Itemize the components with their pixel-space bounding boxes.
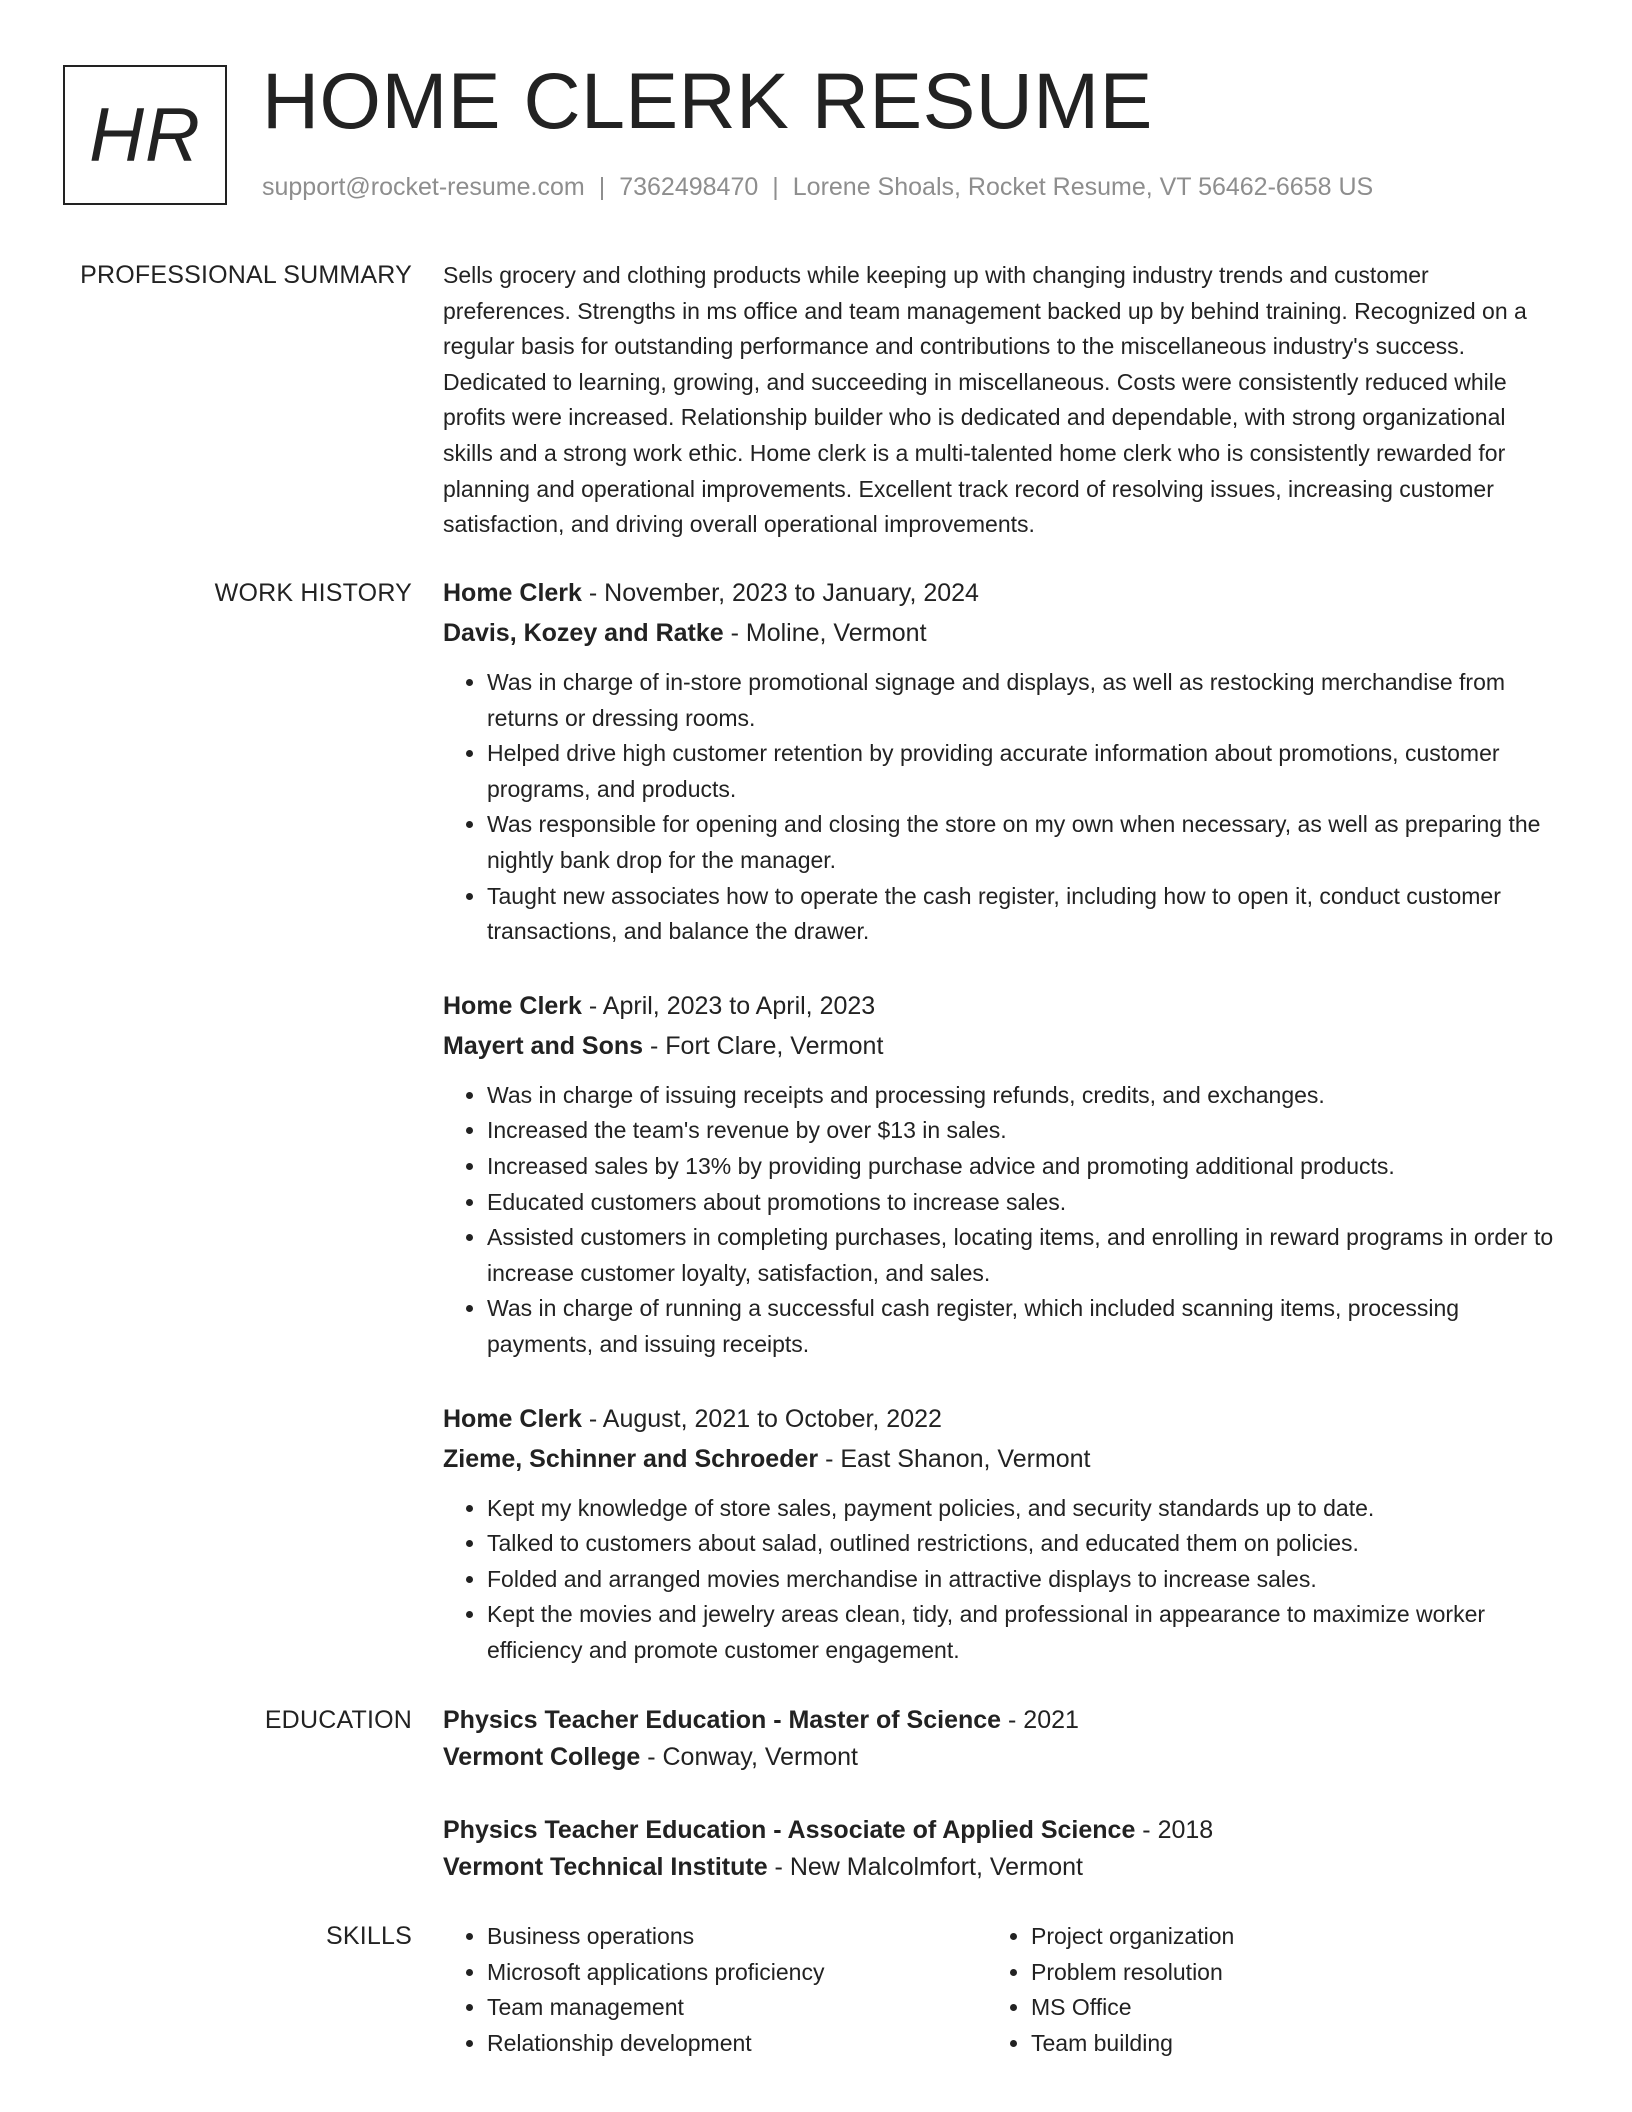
- skills-grid: [443, 1919, 1558, 2061]
- job-title: Home Clerk: [443, 991, 582, 1020]
- contact-phone: 7362498470: [619, 173, 759, 201]
- job-location: - Fort Clare, Vermont: [643, 1031, 884, 1060]
- skill-item: • Team building: [1031, 2026, 1531, 2062]
- section-label-summary: PROFESSIONAL SUMMARY: [80, 261, 412, 289]
- education-entry: [443, 1812, 1558, 1886]
- job-title-line: [443, 573, 1558, 613]
- degree-line: [443, 1702, 1558, 1739]
- skill-item: • Team management: [487, 1990, 987, 2026]
- job-company-line: [443, 613, 1558, 653]
- job-bullet: • Was in charge of in-store promotional signage and displays, as well as restocking merchandise from returns or dressing rooms.: [487, 665, 1558, 736]
- job-bullet: • Assisted customers in completing purchases, locating items, and enrolling in reward programs in order to increase customer loyalty, satisfaction, and sales.: [487, 1220, 1558, 1291]
- degree: Physics Teacher Education - Associate of Applied Science: [443, 1816, 1136, 1844]
- contact-email: support@rocket-resume.com: [262, 173, 585, 201]
- school-line: [443, 1739, 1558, 1776]
- school-location: - New Malcolmfort, Vermont: [767, 1853, 1083, 1881]
- skill-item: • MS Office: [1031, 1990, 1531, 2026]
- job-bullet: • Helped drive high customer retention by providing accurate information about promotions, customer programs, and products.: [487, 736, 1558, 807]
- job-dates: - August, 2021 to October, 2022: [581, 1404, 942, 1433]
- job-bullet: • Was responsible for opening and closing the store on my own when necessary, as well as preparing the nightly bank drop for the manager.: [487, 807, 1558, 878]
- skills-column-right: [987, 1919, 1531, 2061]
- education-list: [443, 1702, 1558, 1922]
- job-company: Davis, Kozey and Ratke: [443, 619, 724, 647]
- job-title: Home Clerk: [443, 1404, 582, 1433]
- job-bullet: • Was in charge of running a successful cash register, which included scanning items, processing payments, and issuing receipts.: [487, 1291, 1558, 1362]
- skills-column-left: [443, 1919, 987, 2061]
- skills-body: [443, 1919, 1558, 2061]
- job-title: Home Clerk: [443, 579, 582, 607]
- job-location: - East Shanon, Vermont: [818, 1444, 1091, 1473]
- job-bullet: • Increased sales by 13% by providing purchase advice and promoting additional products.: [487, 1149, 1558, 1185]
- job-bullet: • Educated customers about promotions to increase sales.: [487, 1185, 1558, 1221]
- job-entry: [443, 573, 1558, 950]
- job-bullet: • Talked to customers about salad, outlined restrictions, and educated them on policies.: [487, 1526, 1558, 1562]
- section-label-skills: SKILLS: [326, 1922, 412, 1950]
- degree: Physics Teacher Education - Master of Science: [443, 1706, 1002, 1734]
- job-company-line: [443, 1026, 1558, 1066]
- job-bullet: • Taught new associates how to operate the cash register, including how to open it, conduct customer transactions, and balance the drawer.: [487, 879, 1558, 950]
- job-bullets: [443, 665, 1558, 950]
- summary-text: Sells grocery and clothing products while keeping up with changing industry trends and customer preferences. Strengths in ms office and team management backed up by behind training. Recognized on a regular basis for outstanding performance and contributions to the miscellaneous industry's success. Dedicated to learning, growing, and succeeding in miscellaneous. Costs were consistently reduced while profits were increased. Relationship builder who is dedicated and dependable, with strong organizational skills and a strong work ethic. Home clerk is a multi-talented home clerk who is consistently rewarded for planning and operational improvements. Excellent track record of resolving issues, increasing customer satisfaction, and driving overall operational improvements.: [443, 262, 1527, 538]
- degree-line: [443, 1812, 1558, 1849]
- job-company-line: [443, 1439, 1558, 1479]
- skill-item: • Business operations: [487, 1919, 987, 1955]
- contact-line: [262, 173, 1373, 202]
- job-entry: [443, 1399, 1558, 1669]
- job-title-line: [443, 1399, 1558, 1439]
- job-title-line: [443, 986, 1558, 1026]
- contact-address: Lorene Shoals, Rocket Resume, VT 56462-6658 US: [792, 173, 1374, 201]
- job-location: - Moline, Vermont: [723, 619, 927, 647]
- contact-separator: |: [772, 173, 779, 201]
- skills-list-left: [443, 1919, 987, 2061]
- job-bullet: • Increased the team's revenue by over $13 in sales.: [487, 1113, 1558, 1149]
- job-dates: - April, 2023 to April, 2023: [581, 991, 876, 1020]
- resume-title: HOME CLERK RESUME: [262, 56, 1153, 145]
- section-label-education: EDUCATION: [264, 1706, 412, 1734]
- job-bullets: [443, 1491, 1558, 1669]
- degree-year: - 2018: [1135, 1816, 1214, 1844]
- jobs-list: [443, 573, 1558, 1704]
- degree-year: - 2021: [1001, 1706, 1079, 1734]
- skill-item: • Problem resolution: [1031, 1955, 1531, 1991]
- skill-item: • Microsoft applications proficiency: [487, 1955, 987, 1991]
- job-entry: [443, 986, 1558, 1363]
- job-company: Mayert and Sons: [443, 1031, 644, 1060]
- job-bullet: • Was in charge of issuing receipts and processing refunds, credits, and exchanges.: [487, 1078, 1558, 1114]
- monogram-logo: HR: [63, 65, 227, 205]
- school-name: Vermont College: [443, 1743, 641, 1771]
- job-bullet: • Folded and arranged movies merchandise in attractive displays to increase sales.: [487, 1562, 1558, 1598]
- school-name: Vermont Technical Institute: [443, 1853, 768, 1881]
- job-company: Zieme, Schinner and Schroeder: [443, 1444, 819, 1473]
- skills-list-right: [987, 1919, 1531, 2061]
- job-bullet: • Kept the movies and jewelry areas clean, tidy, and professional in appearance to maximize worker efficiency and promote customer engagement.: [487, 1597, 1558, 1668]
- school-line: [443, 1849, 1558, 1886]
- skill-item: • Project organization: [1031, 1919, 1531, 1955]
- contact-separator: |: [598, 173, 606, 201]
- skill-item: • Relationship development: [487, 2026, 987, 2062]
- job-bullet: • Kept my knowledge of store sales, payment policies, and security standards up to date.: [487, 1491, 1558, 1527]
- school-location: - Conway, Vermont: [640, 1743, 858, 1771]
- job-bullets: [443, 1078, 1558, 1363]
- education-entry: [443, 1702, 1558, 1776]
- job-dates: - November, 2023 to January, 2024: [581, 579, 979, 607]
- section-label-work-history: WORK HISTORY: [214, 579, 412, 607]
